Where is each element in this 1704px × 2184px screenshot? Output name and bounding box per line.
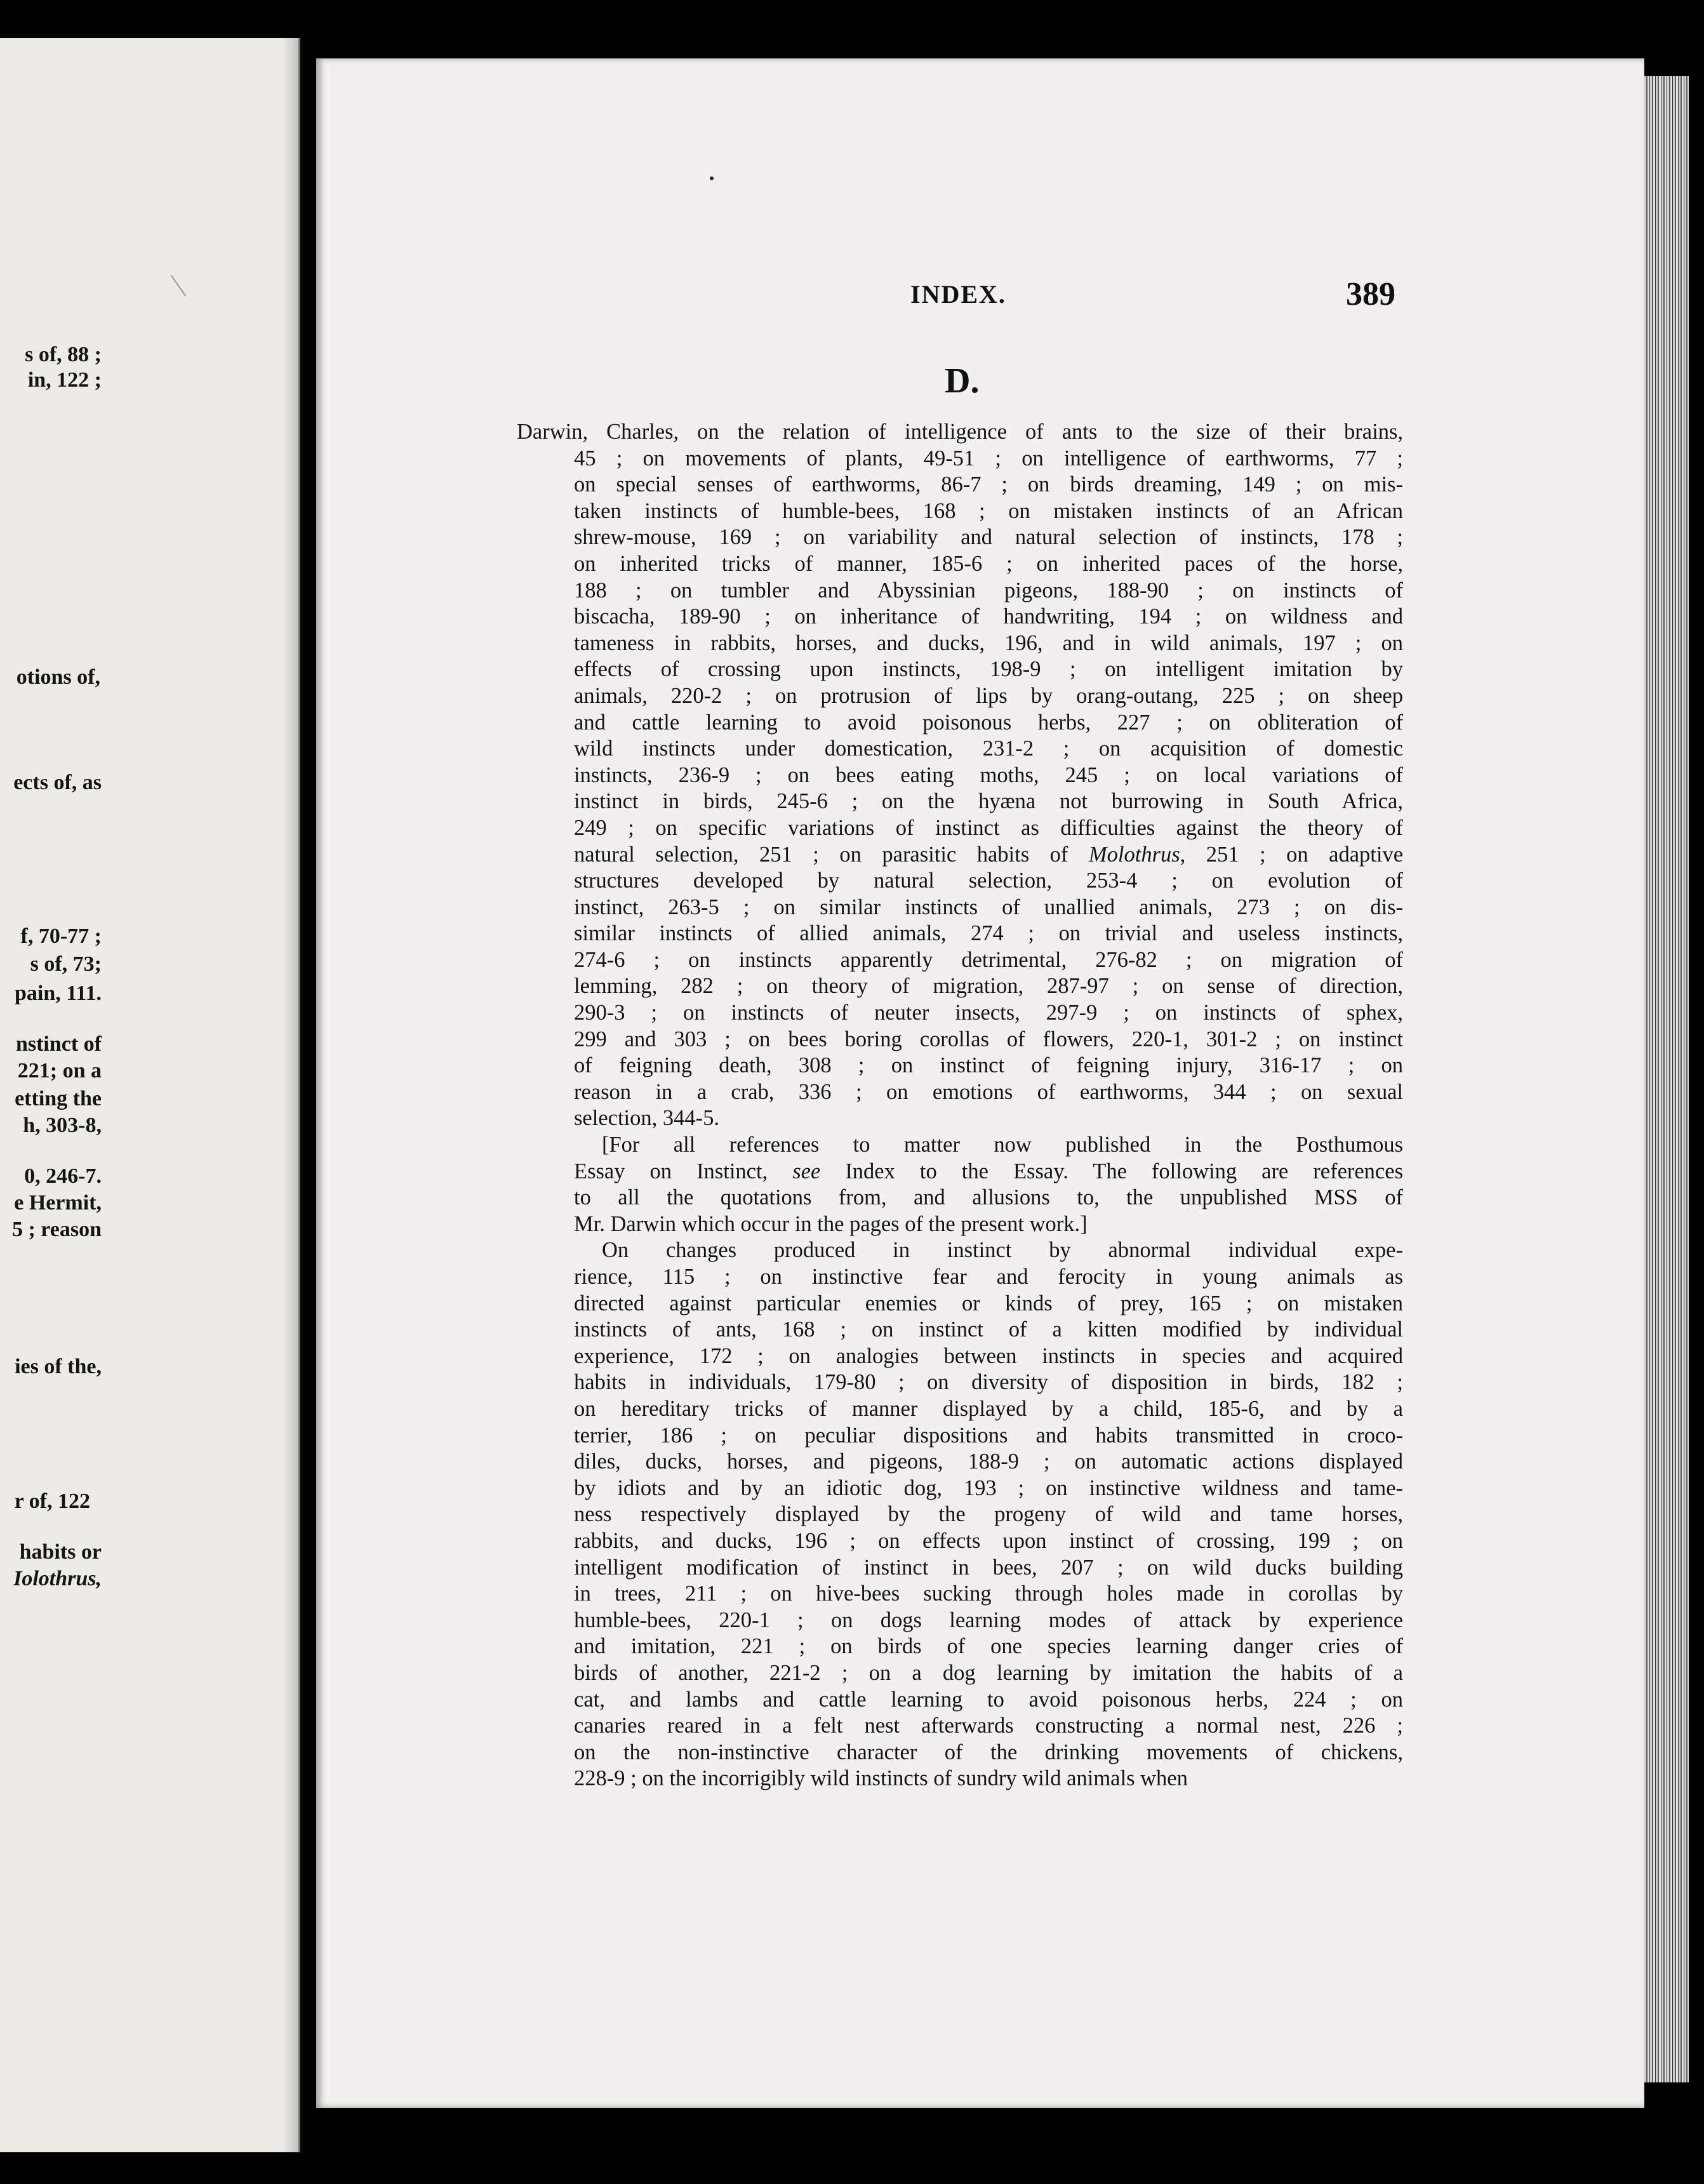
- paragraph-line: and imitation, 221 ; on birds of one species learning danger cries of: [574, 1634, 1403, 1659]
- entry-line: 249 ; on specific variations of instinct as difficulties against the theory of: [574, 815, 1403, 840]
- entry-line: instinct in birds, 245-6 ; on the hyæna not burrowing in South Africa,: [574, 789, 1403, 814]
- left-fragment: Iolothrus,: [13, 1567, 102, 1590]
- page-block-edges: [1644, 76, 1689, 2082]
- entry-line: lemming, 282 ; on theory of migration, 287-97 ; on sense of direction,: [574, 974, 1403, 999]
- left-fragment: ies of the,: [15, 1355, 102, 1378]
- paragraph-line: experience, 172 ; on analogies between instincts in species and acquired: [574, 1343, 1403, 1368]
- left-fragment: otions of,: [16, 665, 100, 689]
- note-line: to all the quotations from, and allusions to, the unpublished MSS of: [574, 1185, 1403, 1210]
- paragraph-line: rience, 115 ; on instinctive fear and ferocity in young animals as: [574, 1265, 1403, 1289]
- entry-line: 299 and 303 ; on bees boring corollas of flowers, 220-1, 301-2 ; on instinct: [574, 1027, 1403, 1051]
- ink-speck: [710, 176, 714, 180]
- paragraph-line: on hereditary tricks of manner displayed by a child, 185-6, and by a: [574, 1396, 1403, 1421]
- left-fragment: etting the: [15, 1087, 102, 1110]
- note-line: Essay on Instinct, see Index to the Essay. The following are references: [574, 1159, 1403, 1183]
- left-fragment: f, 70-77 ;: [20, 924, 102, 948]
- paragraph-line: diles, ducks, horses, and pigeons, 188-9 ; on automatic actions displayed: [574, 1449, 1403, 1474]
- entry-line: similar instincts of allied animals, 274 ; on trivial and useless instincts,: [574, 921, 1403, 946]
- gutter-shadow: [283, 38, 314, 2152]
- paragraph-line: humble-bees, 220-1 ; on dogs learning modes of attack by experience: [574, 1608, 1403, 1632]
- entry-line: 290-3 ; on instincts of neuter insects, 297-9 ; on instincts of sphex,: [574, 1001, 1403, 1025]
- left-fragment: nstinct of: [15, 1032, 102, 1056]
- left-fragment: h, 303-8,: [23, 1114, 102, 1137]
- paragraph-line: birds of another, 221-2 ; on a dog learning by imitation the habits of a: [574, 1660, 1403, 1685]
- index-body: [517, 419, 1404, 1792]
- left-fragment: pain, 111.: [14, 982, 102, 1005]
- entry-line: animals, 220-2 ; on protrusion of lips by orang-outang, 225 ; on sheep: [574, 683, 1403, 708]
- entry-line: of feigning death, 308 ; on instinct of feigning injury, 316-17 ; on: [574, 1053, 1403, 1078]
- paragraph-line: instincts of ants, 168 ; on instinct of a kitten modified by individual: [574, 1317, 1403, 1342]
- note-line: [For all references to matter now published in the Posthumous: [602, 1133, 1403, 1157]
- entry-line: on special senses of earthworms, 86-7 ; on birds dreaming, 149 ; on mis-: [574, 472, 1403, 497]
- entry-line: selection, 344-5.: [574, 1106, 719, 1131]
- paragraph-line: intelligent modification of instinct in bees, 207 ; on wild ducks building: [574, 1555, 1403, 1580]
- paragraph-line: On changes produced in instinct by abnormal individual expe-: [602, 1238, 1403, 1263]
- page-number: 389: [1346, 276, 1395, 312]
- entry-line: reason in a crab, 336 ; on emotions of earthworms, 344 ; on sexual: [574, 1079, 1403, 1104]
- paragraph-line: 228-9 ; on the incorrigibly wild instincts of sundry wild animals when: [574, 1766, 1188, 1791]
- note-line: Mr. Darwin which occur in the pages of the present work.]: [574, 1211, 1088, 1236]
- entry-line: taken instincts of humble-bees, 168 ; on mistaken instincts of an African: [574, 498, 1403, 523]
- left-fragment: in, 122 ;: [27, 368, 102, 392]
- paragraph-line: on the non-instinctive character of the drinking movements of chickens,: [574, 1740, 1403, 1764]
- entry-line: on inherited tricks of manner, 185-6 ; on inherited paces of the horse,: [574, 551, 1403, 576]
- left-fragment: 5 ; reason: [11, 1218, 102, 1241]
- entry-line: 274-6 ; on instincts apparently detrimental, 276-82 ; on migration of: [574, 947, 1403, 972]
- entry-line: 45 ; on movements of plants, 49-51 ; on intelligence of earthworms, 77 ;: [574, 446, 1403, 470]
- left-fragment: 0, 246-7.: [24, 1164, 102, 1188]
- left-fragment: ects of, as: [13, 771, 102, 794]
- entry-line: instinct, 263-5 ; on similar instincts of unallied animals, 273 ; on dis-: [574, 895, 1403, 919]
- entry-line: and cattle learning to avoid poisonous herbs, 227 ; on obliteration of: [574, 710, 1403, 735]
- entry-line: instincts, 236-9 ; on bees eating moths, 245 ; on local variations of: [574, 762, 1403, 787]
- left-fragment: 221; on a: [17, 1059, 102, 1082]
- paragraph-line: in trees, 211 ; on hive-bees sucking through holes made in corollas by: [574, 1581, 1403, 1606]
- paragraph-line: canaries reared in a felt nest afterwards constructing a normal nest, 226 ;: [574, 1714, 1403, 1738]
- left-fragment: r of, 122: [14, 1489, 90, 1513]
- entry-line: structures developed by natural selection, 253-4 ; on evolution of: [574, 869, 1403, 893]
- paragraph-line: rabbits, and ducks, 196 ; on effects upon instinct of crossing, 199 ; on: [574, 1528, 1403, 1553]
- section-letter: D.: [945, 361, 980, 401]
- paragraph-line: ness respectively displayed by the progeny of wild and tame horses,: [574, 1502, 1403, 1527]
- paragraph-line: habits in individuals, 179-80 ; on diversity of disposition in birds, 182 ;: [574, 1370, 1403, 1395]
- index-entry-darwin: [517, 419, 1404, 1132]
- left-fragment: s of, 73;: [30, 952, 102, 976]
- entry-line: natural selection, 251 ; on parasitic habits of Molothrus, 251 ; on adaptive: [574, 842, 1404, 867]
- entry-line: biscacha, 189-90 ; on inheritance of handwriting, 194 ; on wildness and: [574, 604, 1403, 629]
- entry-line: Darwin, Charles, on the relation of intelligence of ants to the size of their brains,: [517, 420, 1403, 444]
- paragraph-line: terrier, 186 ; on peculiar dispositions and habits transmitted in croco-: [574, 1423, 1403, 1448]
- left-fragment: e Hermit,: [14, 1191, 102, 1215]
- paragraph-line: by idiots and by an idiotic dog, 193 ; on instinctive wildness and tame-: [574, 1475, 1403, 1500]
- left-fragment: s of, 88 ;: [25, 343, 102, 366]
- entry-line: wild instincts under domestication, 231-2 ; on acquisition of domestic: [574, 736, 1403, 761]
- bracket-note: [574, 1132, 1403, 1237]
- left-fragment: habits or: [19, 1540, 102, 1564]
- changes-paragraph: [574, 1237, 1403, 1792]
- entry-line: 188 ; on tumbler and Abyssinian pigeons, 188-90 ; on instincts of: [574, 578, 1403, 603]
- entry-line: tameness in rabbits, horses, and ducks, 196, and in wild animals, 197 ; on: [574, 630, 1403, 655]
- paragraph-line: cat, and lambs and cattle learning to avoid poisonous herbs, 224 ; on: [574, 1687, 1403, 1712]
- entry-line: effects of crossing upon instincts, 198-9 ; on intelligent imitation by: [574, 657, 1403, 682]
- entry-line: shrew-mouse, 169 ; on variability and natural selection of instincts, 178 ;: [574, 525, 1403, 550]
- paragraph-line: directed against particular enemies or kinds of prey, 165 ; on mistaken: [574, 1291, 1403, 1315]
- running-head-title: INDEX.: [910, 280, 1006, 309]
